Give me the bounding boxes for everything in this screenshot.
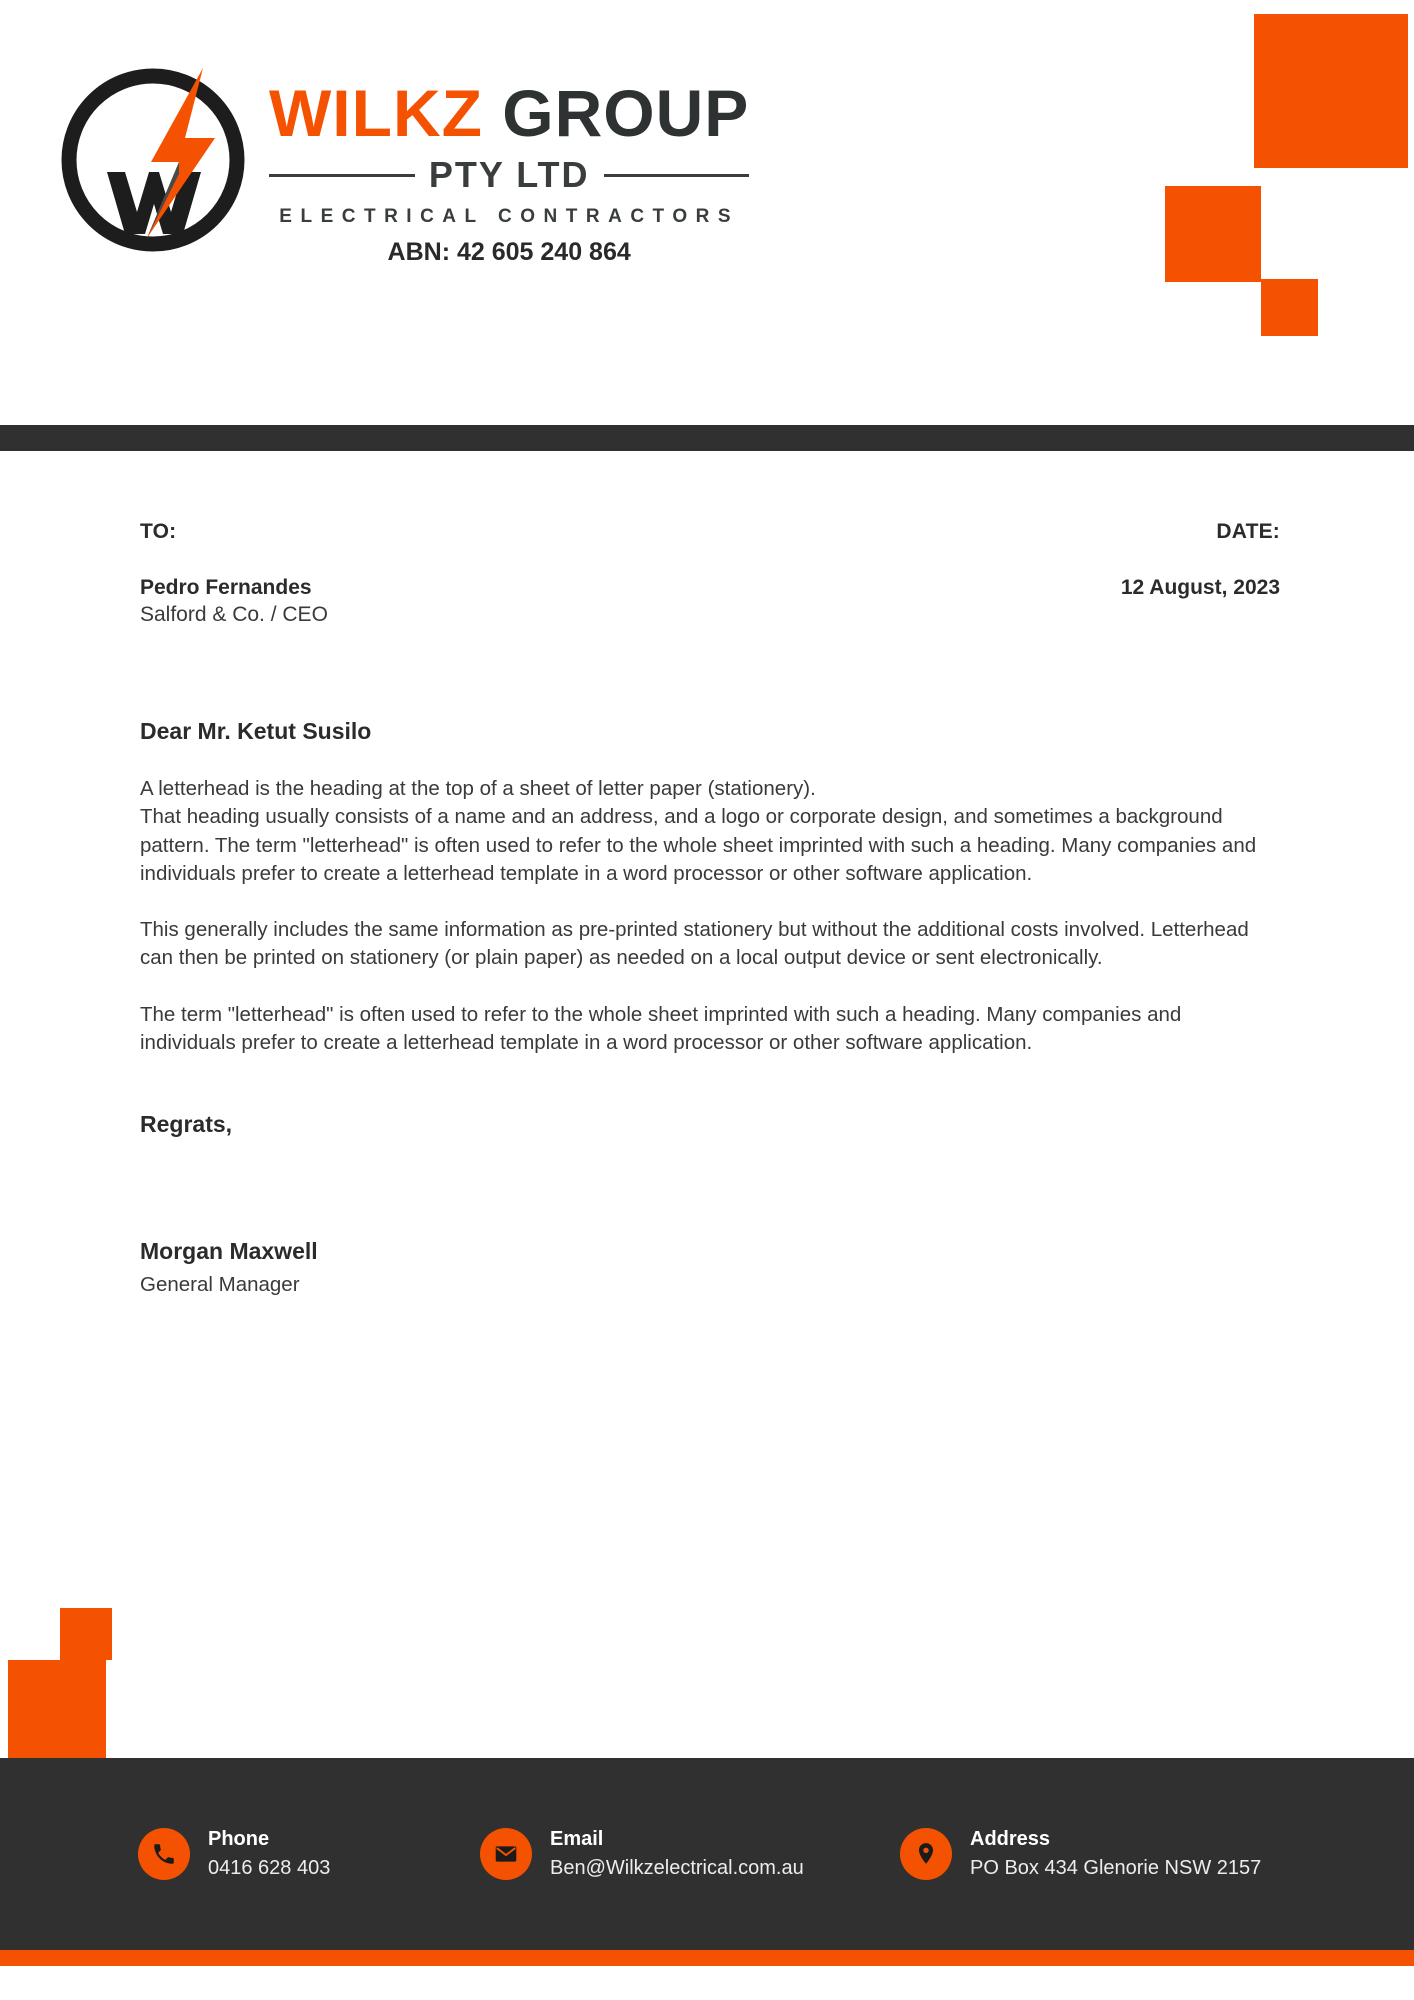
signer-title: General Manager: [140, 1273, 300, 1297]
salutation: Dear Mr. Ketut Susilo: [140, 718, 372, 744]
email-value: Ben@Wilkzelectrical.com.au: [550, 1856, 804, 1879]
to-label: TO:: [140, 520, 177, 543]
letter-meta: [140, 520, 1280, 630]
phone-label: Phone: [208, 1827, 270, 1850]
company-name-part1: WILKZ: [269, 76, 483, 150]
body-paragraph-2: This generally includes the same information as pre-printed stationery but without the additional costs involved. Letterhead can then be printed on stationery (or plain paper) as needed on a local output device or sent electronically.: [140, 918, 1249, 970]
phone-icon: [138, 1828, 190, 1880]
company-logo: [55, 62, 749, 267]
decorative-square-bottom-small: [60, 1608, 112, 1660]
page-bottom-margin: [0, 1966, 1414, 2000]
letterhead-header: [0, 0, 1414, 420]
company-suffix-row: [269, 154, 749, 196]
date-value: 12 August, 2023: [1120, 576, 1280, 599]
body-paragraph-3: The term "letterhead" is often used to refer to the whole sheet imprinted with such a heading. Many companies and individuals prefer to create a letterhead template in a word processor or other software application.: [140, 1002, 1182, 1054]
recipient-block: [140, 520, 660, 627]
company-name-line: [269, 76, 750, 150]
address-label: Address: [970, 1827, 1051, 1850]
rule-left: [269, 174, 415, 177]
company-suffix: PTY LTD: [428, 154, 590, 195]
recipient-company-role: Salford & Co. / CEO: [140, 603, 328, 626]
email-label: Email: [550, 1827, 604, 1850]
company-name-part2: GROUP: [502, 76, 750, 150]
location-pin-icon: [900, 1828, 952, 1880]
date-label: DATE:: [1216, 520, 1280, 543]
rule-right: [604, 174, 750, 177]
closing-line: Regrats,: [140, 1111, 233, 1138]
footer-accent-strip: [0, 1950, 1414, 1966]
company-tagline: ELECTRICAL CONTRACTORS: [279, 206, 739, 227]
envelope-icon: [480, 1828, 532, 1880]
recipient-name: Pedro Fernandes: [140, 576, 312, 599]
footer-phone[interactable]: [138, 1827, 330, 1882]
decorative-square-bottom-medium: [8, 1660, 106, 1758]
footer-address[interactable]: [900, 1827, 1261, 1882]
letter-content: [140, 520, 1280, 1297]
signer-name: Morgan Maxwell: [140, 1238, 318, 1265]
footer-email[interactable]: [480, 1827, 804, 1882]
body-paragraph-1: [140, 775, 1268, 888]
header-divider: [0, 425, 1414, 451]
company-wordmark: [269, 62, 749, 267]
logo-circle-w-bolt-icon: [55, 62, 251, 258]
date-block: [760, 520, 1280, 600]
phone-value: 0416 628 403: [208, 1856, 331, 1879]
letterhead-footer: [0, 1758, 1414, 1950]
company-abn: ABN: 42 605 240 864: [387, 238, 631, 266]
body-paragraph-1-lead: A letterhead is the heading at the top of a sheet of letter paper (stationery).: [140, 777, 816, 800]
body-paragraph-1-rest: That heading usually consists of a name and an address, and a logo or corporate design, and sometimes a background pattern. The term "letterhead" is often used to refer to the whole sheet imprinted with such a heading. Many companies and individuals prefer to create a letterhead template in a word processor or other software application.: [140, 805, 1257, 885]
address-value: PO Box 434 Glenorie NSW 2157: [970, 1856, 1262, 1879]
